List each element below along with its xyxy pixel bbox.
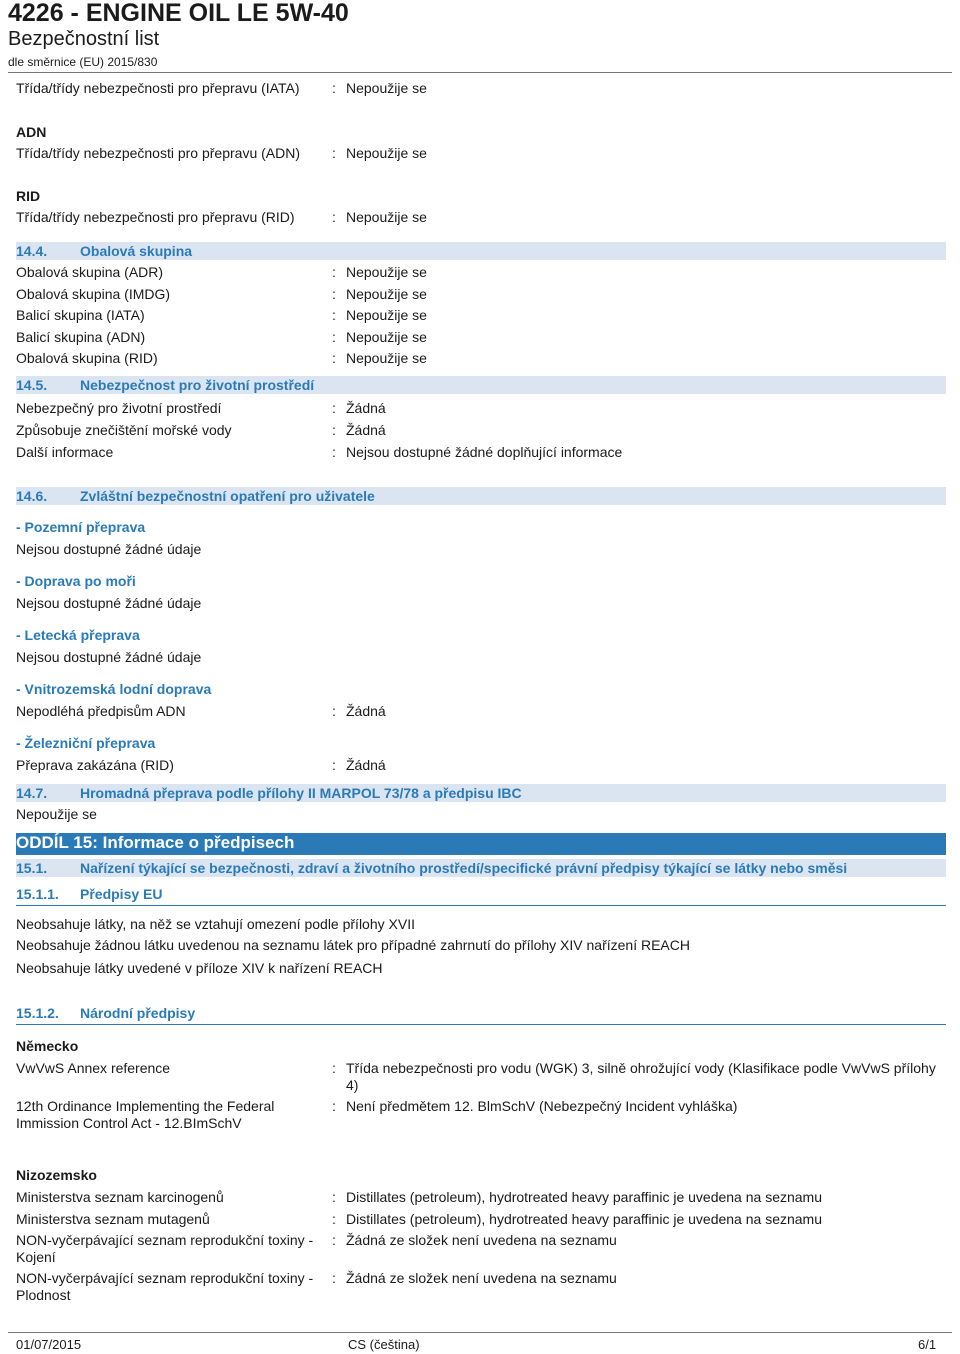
iata-class-label: Třída/třídy nebezpečnosti pro přepravu (IATA): [16, 80, 300, 96]
packing-group-value: Nepoužije se: [346, 350, 427, 366]
packing-group-row: Balicí skupina (IATA) : Nepoužije se: [16, 307, 427, 323]
section-14-6-header: [16, 487, 946, 505]
germany-heading: Německo: [16, 1038, 79, 1054]
packing-group-label: Obalová skupina (IMDG): [16, 286, 171, 302]
packing-group-label: Balicí skupina (IATA): [16, 307, 145, 323]
section-15-1-2-underline: [16, 1024, 946, 1025]
footer-date: 01/07/2015: [16, 1337, 82, 1352]
footer-page-number: 6/1: [918, 1337, 937, 1352]
packing-group-row: Balicí skupina (ADN) : Nepoužije se: [16, 329, 427, 345]
inland-waterway-label: Nepodléhá předpisům ADN: [16, 703, 186, 719]
section-15-1-1-underline: [16, 905, 946, 906]
rid-class-label: Třída/třídy nebezpečnosti pro přepravu (RID): [16, 209, 295, 225]
germany-row: 12th Ordinance Implementing the Federal Immission Control Act - 12.BImSchV : Není předmětem 12. BlmSchV (Nebezpečný Incident vyhláška): [16, 1098, 946, 1134]
inland-waterway-heading: - Vnitrozemská lodní doprava: [16, 681, 212, 697]
germany-label: 12th Ordinance Implementing the Federal Immission Control Act - 12.BImSchV: [16, 1098, 275, 1131]
netherlands-row: NON-vyčerpávající seznam reprodukční toxiny - Plodnost : Žádná ze složek není uvedena na seznamu: [16, 1270, 946, 1306]
adn-class-value: Nepoužije se: [346, 145, 427, 161]
netherlands-label: Ministerstva seznam mutagenů: [16, 1211, 210, 1227]
environment-row: Další informace : Nejsou dostupné žádné doplňující informace: [16, 444, 623, 460]
section-15-underline: [16, 853, 946, 855]
eu-regulation-line: Neobsahuje látky uvedené v příloze XIV k nařízení REACH: [16, 960, 383, 976]
section-15-1-2-number: 15.1.2.: [16, 1005, 59, 1021]
section-14-7-header: [16, 784, 946, 802]
germany-label: VwVwS Annex reference: [16, 1060, 171, 1076]
document-title: 4226 - ENGINE OIL LE 5W-40: [8, 0, 349, 27]
footer-language: CS (čeština): [348, 1337, 420, 1352]
rail-transport-value: Žádná: [346, 757, 386, 773]
rail-transport-heading: - Železniční přeprava: [16, 735, 156, 751]
section-15-1-2-title: Národní předpisy: [80, 1005, 196, 1021]
adn-class-label: Třída/třídy nebezpečnosti pro přepravu (ADN): [16, 145, 301, 161]
iata-class-row: Třída/třídy nebezpečnosti pro přepravu (IATA) : Nepoužije se: [16, 80, 427, 96]
header-divider: [8, 72, 952, 73]
netherlands-value: Distillates (petroleum), hydrotreated heavy paraffinic je uvedena na seznamu: [346, 1189, 822, 1205]
netherlands-value: Distillates (petroleum), hydrotreated heavy paraffinic je uvedena na seznamu: [346, 1211, 822, 1227]
section-15-title: ODDÍL 15: Informace o předpisech: [16, 833, 295, 852]
rid-class-row: Třída/třídy nebezpečnosti pro přepravu (RID) : Nepoužije se: [16, 209, 427, 225]
section-15-1-1-title: Předpisy EU: [80, 886, 163, 902]
germany-value: Třída nebezpečnosti pro vodu (WGK) 3, silně ohrožující vody (Klasifikace podle VwVwS přílohy 4): [346, 1060, 936, 1093]
adn-class-row: Třída/třídy nebezpečnosti pro přepravu (ADN) : Nepoužije se: [16, 145, 427, 161]
land-transport-heading: - Pozemní přeprava: [16, 519, 146, 535]
packing-group-label: Obalová skupina (RID): [16, 350, 158, 366]
netherlands-label: NON-vyčerpávající seznam reprodukční toxiny - Kojení: [16, 1232, 314, 1265]
section-14-5-title: Nebezpečnost pro životní prostředí: [80, 377, 315, 393]
environment-label: Další informace: [16, 444, 114, 460]
inland-waterway-value: Žádná: [346, 703, 386, 719]
section-15-1-number: 15.1.: [16, 860, 48, 876]
environment-label: Způsobuje znečištění mořské vody: [16, 422, 232, 438]
section-14-5-number: 14.5.: [16, 377, 48, 393]
environment-row: Způsobuje znečištění mořské vody : Žádná: [16, 422, 386, 438]
environment-label: Nebezpečný pro životní prostředí: [16, 400, 222, 416]
rid-class-value: Nepoužije se: [346, 209, 427, 225]
regulation-reference: dle směrnice (EU) 2015/830: [8, 55, 158, 69]
marpol-text: Nepoužije se: [16, 806, 97, 822]
packing-group-value: Nepoužije se: [346, 286, 427, 302]
air-transport-text: Nejsou dostupné žádné údaje: [16, 649, 202, 665]
packing-group-row: Obalová skupina (ADR) : Nepoužije se: [16, 264, 427, 280]
section-14-5-header: [16, 376, 946, 394]
environment-value: Nejsou dostupné žádné doplňující informace: [346, 444, 623, 460]
section-14-7-title: Hromadná přeprava podle přílohy II MARPOL 73/78 a předpisu IBC: [80, 785, 522, 801]
environment-value: Žádná: [346, 400, 386, 416]
rid-heading: RID: [16, 188, 41, 204]
section-15-1-1-number: 15.1.1.: [16, 886, 59, 902]
netherlands-value: Žádná ze složek není uvedena na seznamu: [346, 1232, 617, 1248]
netherlands-value: Žádná ze složek není uvedena na seznamu: [346, 1270, 617, 1286]
netherlands-heading: Nizozemsko: [16, 1167, 97, 1183]
section-14-6-title: Zvláštní bezpečnostní opatření pro uživatele: [80, 488, 375, 504]
packing-group-label: Obalová skupina (ADR): [16, 264, 164, 280]
netherlands-label: Ministerstva seznam karcinogenů: [16, 1189, 224, 1205]
document-subtitle: Bezpečnostní list: [8, 28, 160, 50]
netherlands-label: NON-vyčerpávající seznam reprodukční toxiny - Plodnost: [16, 1270, 314, 1303]
iata-class-value: Nepoužije se: [346, 80, 427, 96]
section-14-6-number: 14.6.: [16, 488, 48, 504]
section-15-title-bar: [16, 833, 946, 853]
rail-transport-row: Přeprava zakázána (RID) : Žádná: [16, 757, 386, 773]
sea-transport-text: Nejsou dostupné žádné údaje: [16, 595, 202, 611]
packing-group-label: Balicí skupina (ADN): [16, 329, 146, 345]
section-14-4-number: 14.4.: [16, 243, 48, 259]
germany-row: VwVwS Annex reference : Třída nebezpečnosti pro vodu (WGK) 3, silně ohrožující vody (Klasifikace podle VwVwS přílohy 4): [16, 1060, 946, 1096]
section-15-1-title: Nařízení týkající se bezpečnosti, zdraví a životního prostředí/specifické právní předpisy týkající se látky nebo směsi: [80, 860, 848, 876]
eu-regulation-line: Neobsahuje žádnou látku uvedenou na seznamu látek pro případné zahrnutí do přílohy XIV nařízení REACH: [16, 937, 690, 953]
netherlands-row: NON-vyčerpávající seznam reprodukční toxiny - Kojení : Žádná ze složek není uvedena na seznamu: [16, 1232, 946, 1268]
sea-transport-heading: - Doprava po moři: [16, 573, 136, 589]
footer-divider: [8, 1332, 952, 1333]
section-14-4-header: [16, 242, 946, 260]
section-14-4-title: Obalová skupina: [80, 243, 193, 259]
section-15-1-header: [16, 859, 946, 877]
packing-group-value: Nepoužije se: [346, 307, 427, 323]
netherlands-row: Ministerstva seznam mutagenů : Distillates (petroleum), hydrotreated heavy paraffinic je uvedena na seznamu: [16, 1211, 946, 1229]
packing-group-row: Obalová skupina (IMDG) : Nepoužije se: [16, 286, 427, 302]
environment-row: Nebezpečný pro životní prostředí : Žádná: [16, 400, 386, 416]
section-14-7-number: 14.7.: [16, 785, 48, 801]
netherlands-row: Ministerstva seznam karcinogenů : Distillates (petroleum), hydrotreated heavy paraffinic je uvedena na seznamu: [16, 1189, 946, 1207]
inland-waterway-row: Nepodléhá předpisům ADN : Žádná: [16, 703, 386, 719]
land-transport-text: Nejsou dostupné žádné údaje: [16, 541, 202, 557]
germany-value: Není předmětem 12. BlmSchV (Nebezpečný Incident vyhláška): [346, 1098, 738, 1114]
environment-value: Žádná: [346, 422, 386, 438]
air-transport-heading: - Letecká přeprava: [16, 627, 140, 643]
packing-group-value: Nepoužije se: [346, 264, 427, 280]
packing-group-value: Nepoužije se: [346, 329, 427, 345]
eu-regulation-line: Neobsahuje látky, na něž se vztahují omezení podle přílohy XVII: [16, 916, 415, 932]
packing-group-row: Obalová skupina (RID) : Nepoužije se: [16, 350, 427, 366]
adn-heading: ADN: [16, 124, 47, 140]
rail-transport-label: Přeprava zakázána (RID): [16, 757, 174, 773]
